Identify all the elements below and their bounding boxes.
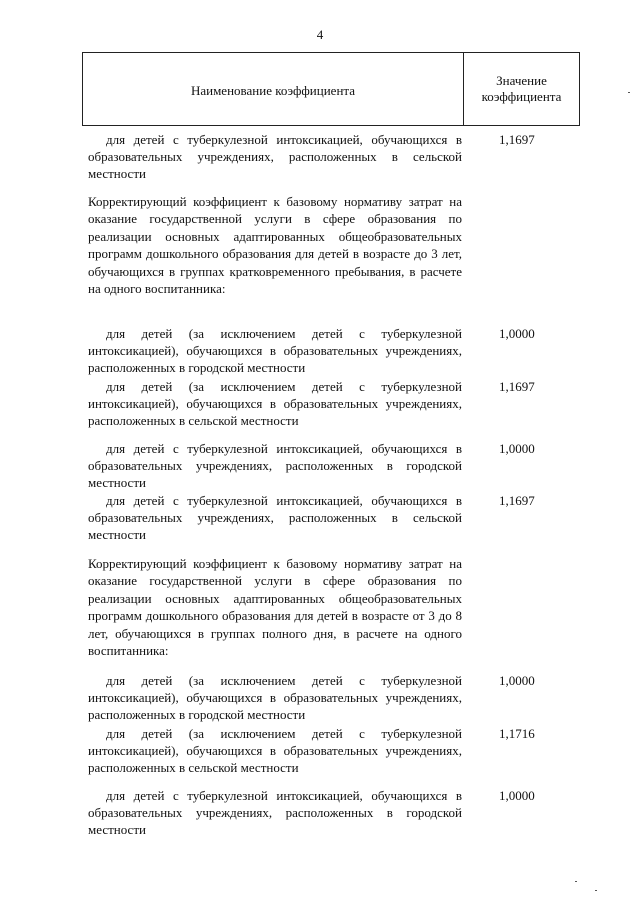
row-value: 1,1697 <box>499 379 535 394</box>
row-text: для детей (за исключением детей с туберкулезной интоксикацией), обучающихся в образовательных учреждениях, расположенных в городской местности <box>88 326 462 375</box>
row-value: 1,1716 <box>499 726 535 741</box>
row-value: 1,0000 <box>499 441 535 456</box>
row-text: для детей (за исключением детей с туберкулезной интоксикацией), обучающихся в образовательных учреждениях, расположенных в сельской местности <box>88 726 462 775</box>
value-header-line2: коэффициента <box>481 89 562 104</box>
row-text: для детей с туберкулезной интоксикацией, обучающихся в образовательных учреждениях, расположенных в сельской местности <box>88 132 462 181</box>
coefficient-name-column-header: Наименование коэффициента <box>83 53 464 125</box>
row-value: 1,1697 <box>499 132 535 147</box>
row-value: 1,1697 <box>499 493 535 508</box>
row-text: для детей с туберкулезной интоксикацией, обучающихся в образовательных учреждениях, расположенных в городской местности <box>88 788 462 837</box>
section-heading: Корректирующий коэффициент к базовому нормативу затрат на оказание государственной услуги в сфере образования по реализации основных адаптированных общеобразовательных программ дошкольного образования для детей в возрасте от 3 до 8 лет, обучающихся в группах полного дня, в расчете на одного воспитанника: <box>88 556 462 659</box>
row-text: для детей (за исключением детей с туберкулезной интоксикацией), обучающихся в образовательных учреждениях, расположенных в сельской местности <box>88 379 462 428</box>
row-text: для детей (за исключением детей с туберкулезной интоксикацией), обучающихся в образовательных учреждениях, расположенных в городской местности <box>88 673 462 722</box>
scan-artifact <box>575 881 577 882</box>
row-text: для детей с туберкулезной интоксикацией, обучающихся в образовательных учреждениях, расположенных в городской местности <box>88 441 462 490</box>
table-header <box>82 52 580 126</box>
page-number: 4 <box>316 27 324 42</box>
scan-artifact <box>628 92 630 93</box>
row-text: для детей с туберкулезной интоксикацией, обучающихся в образовательных учреждениях, расположенных в сельской местности <box>88 493 462 542</box>
coefficient-value-column-header <box>464 53 579 125</box>
scan-artifact <box>595 890 597 891</box>
value-header-line1: Значение <box>496 73 547 88</box>
section-heading: Корректирующий коэффициент к базовому нормативу затрат на оказание государственной услуги в сфере образования по реализации основных адаптированных общеобразовательных программ дошкольного образования для детей в возрасте до 3 лет, обучающихся в группах кратковременного пребывания, в расчете на одного воспитанника: <box>88 194 462 297</box>
row-value: 1,0000 <box>499 326 535 341</box>
row-value: 1,0000 <box>499 788 535 803</box>
row-value: 1,0000 <box>499 673 535 688</box>
